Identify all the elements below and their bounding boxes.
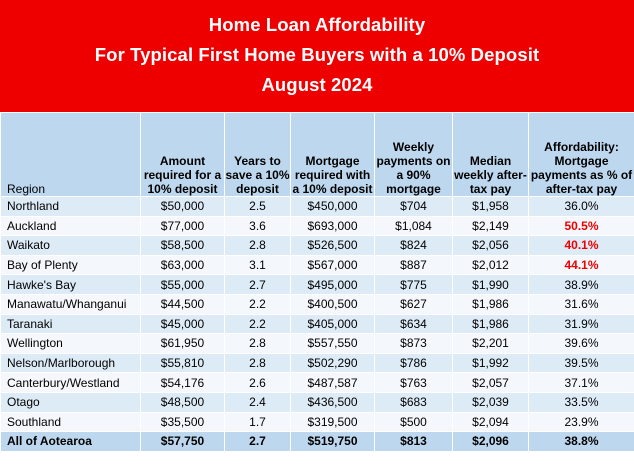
cell-weekly: $1,084 — [375, 216, 453, 236]
table-row — [1, 294, 634, 314]
cell-region: Hawke's Bay — [1, 275, 141, 295]
table-header — [1, 113, 634, 197]
cell-amount: $77,000 — [141, 216, 225, 236]
cell-region: Taranaki — [1, 314, 141, 334]
column-header-affordability: Affordability: Mortgage payments as % of after-tax pay — [529, 113, 634, 197]
column-header-mortgage: Mortgage required with a 10% deposit — [291, 113, 375, 197]
cell-affordability: 37.1% — [529, 373, 634, 393]
cell-median: $1,990 — [453, 275, 529, 295]
cell-weekly: $813 — [375, 432, 453, 452]
cell-mortgage: $436,500 — [291, 392, 375, 412]
table-body — [1, 197, 634, 452]
cell-years: 3.1 — [225, 255, 291, 275]
cell-affordability: 50.5% — [529, 216, 634, 236]
cell-weekly: $786 — [375, 353, 453, 373]
cell-affordability: 23.9% — [529, 412, 634, 432]
cell-mortgage: $526,500 — [291, 236, 375, 256]
cell-years: 2.7 — [225, 432, 291, 452]
cell-weekly: $824 — [375, 236, 453, 256]
cell-amount: $57,750 — [141, 432, 225, 452]
table-row — [1, 255, 634, 275]
cell-mortgage: $319,500 — [291, 412, 375, 432]
cell-affordability: 39.6% — [529, 334, 634, 354]
cell-amount: $44,500 — [141, 294, 225, 314]
table-row — [1, 373, 634, 393]
table-row — [1, 197, 634, 217]
cell-affordability: 31.9% — [529, 314, 634, 334]
cell-region: Southland — [1, 412, 141, 432]
cell-years: 2.8 — [225, 353, 291, 373]
column-header-region: Region — [1, 113, 141, 197]
cell-region: Manawatu/Whanganui — [1, 294, 141, 314]
table-row — [1, 275, 634, 295]
table-row — [1, 216, 634, 236]
cell-weekly: $763 — [375, 373, 453, 393]
cell-weekly: $500 — [375, 412, 453, 432]
cell-mortgage: $567,000 — [291, 255, 375, 275]
column-header-weekly-payments: Weekly payments on a 90% mortgage — [375, 113, 453, 197]
title-line-3: August 2024 — [261, 74, 373, 95]
cell-mortgage: $519,750 — [291, 432, 375, 452]
cell-median: $2,056 — [453, 236, 529, 256]
table-row — [1, 392, 634, 412]
cell-median: $2,057 — [453, 373, 529, 393]
cell-median: $2,096 — [453, 432, 529, 452]
cell-mortgage: $405,000 — [291, 314, 375, 334]
cell-region: Wellington — [1, 334, 141, 354]
header-row — [1, 113, 634, 197]
cell-amount: $50,000 — [141, 197, 225, 217]
cell-mortgage: $693,000 — [291, 216, 375, 236]
cell-region: Waikato — [1, 236, 141, 256]
cell-affordability: 40.1% — [529, 236, 634, 256]
cell-median: $2,039 — [453, 392, 529, 412]
cell-affordability: 36.0% — [529, 197, 634, 217]
cell-mortgage: $400,500 — [291, 294, 375, 314]
cell-region: Auckland — [1, 216, 141, 236]
cell-years: 2.8 — [225, 236, 291, 256]
cell-median: $1,992 — [453, 353, 529, 373]
cell-region: Northland — [1, 197, 141, 217]
cell-amount: $55,810 — [141, 353, 225, 373]
cell-affordability: 33.5% — [529, 392, 634, 412]
cell-years: 2.2 — [225, 314, 291, 334]
cell-years: 1.7 — [225, 412, 291, 432]
column-header-years: Years to save a 10% deposit — [225, 113, 291, 197]
cell-weekly: $634 — [375, 314, 453, 334]
cell-median: $2,201 — [453, 334, 529, 354]
cell-median: $2,149 — [453, 216, 529, 236]
table-total-row — [1, 432, 634, 452]
cell-weekly: $704 — [375, 197, 453, 217]
cell-mortgage: $487,587 — [291, 373, 375, 393]
cell-years: 2.5 — [225, 197, 291, 217]
cell-mortgage: $495,000 — [291, 275, 375, 295]
cell-amount: $63,000 — [141, 255, 225, 275]
cell-region: All of Aotearoa — [1, 432, 141, 452]
cell-years: 3.6 — [225, 216, 291, 236]
table-row — [1, 334, 634, 354]
cell-region: Bay of Plenty — [1, 255, 141, 275]
cell-weekly: $887 — [375, 255, 453, 275]
title-banner — [0, 0, 634, 112]
cell-affordability: 38.8% — [529, 432, 634, 452]
cell-years: 2.2 — [225, 294, 291, 314]
cell-median: $1,958 — [453, 197, 529, 217]
cell-mortgage: $502,290 — [291, 353, 375, 373]
title-line-2: For Typical First Home Buyers with a 10% Deposit — [94, 44, 540, 65]
table-row — [1, 412, 634, 432]
cell-years: 2.4 — [225, 392, 291, 412]
title-line-1: Home Loan Affordability — [208, 14, 426, 35]
cell-median: $1,986 — [453, 294, 529, 314]
cell-amount: $55,000 — [141, 275, 225, 295]
cell-years: 2.7 — [225, 275, 291, 295]
cell-affordability: 38.9% — [529, 275, 634, 295]
cell-weekly: $775 — [375, 275, 453, 295]
cell-region: Canterbury/Westland — [1, 373, 141, 393]
column-header-median-pay: Median weekly after-tax pay — [453, 113, 529, 197]
cell-median: $2,012 — [453, 255, 529, 275]
cell-affordability: 39.5% — [529, 353, 634, 373]
cell-weekly: $683 — [375, 392, 453, 412]
cell-amount: $58,500 — [141, 236, 225, 256]
cell-amount: $61,950 — [141, 334, 225, 354]
cell-mortgage: $450,000 — [291, 197, 375, 217]
cell-median: $1,986 — [453, 314, 529, 334]
cell-years: 2.6 — [225, 373, 291, 393]
cell-weekly: $873 — [375, 334, 453, 354]
cell-region: Nelson/Marlborough — [1, 353, 141, 373]
cell-amount: $35,500 — [141, 412, 225, 432]
cell-median: $2,094 — [453, 412, 529, 432]
table-row — [1, 236, 634, 256]
cell-mortgage: $557,550 — [291, 334, 375, 354]
column-header-amount: Amount required for a 10% deposit — [141, 113, 225, 197]
cell-region: Otago — [1, 392, 141, 412]
cell-amount: $45,000 — [141, 314, 225, 334]
cell-amount: $48,500 — [141, 392, 225, 412]
cell-amount: $54,176 — [141, 373, 225, 393]
table-row — [1, 353, 634, 373]
cell-weekly: $627 — [375, 294, 453, 314]
cell-affordability: 44.1% — [529, 255, 634, 275]
cell-affordability: 31.6% — [529, 294, 634, 314]
cell-years: 2.8 — [225, 334, 291, 354]
affordability-table — [0, 112, 634, 452]
table-row — [1, 314, 634, 334]
